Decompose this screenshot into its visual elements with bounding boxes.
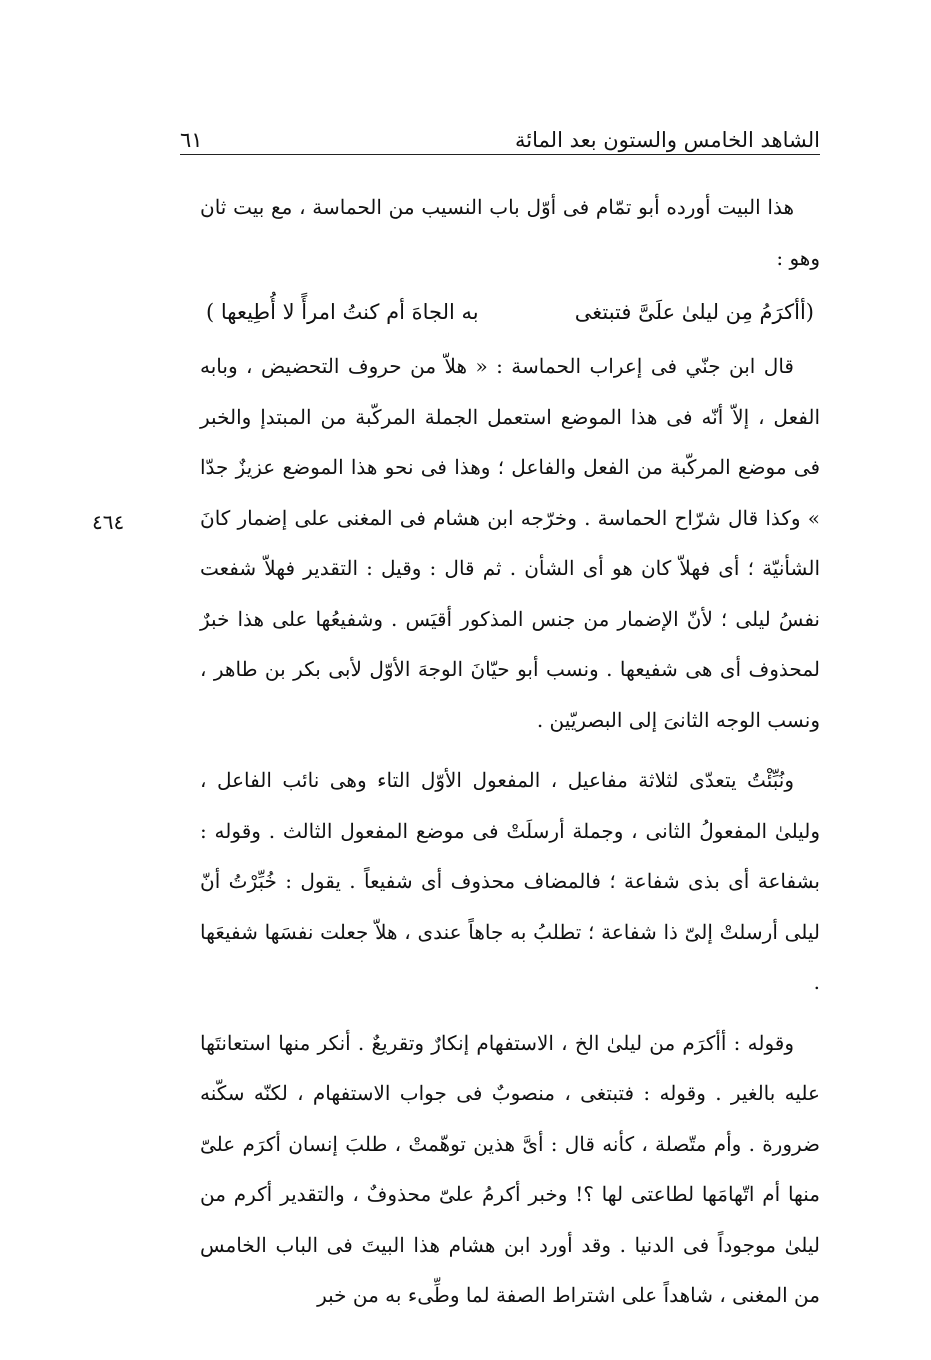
running-title: الشاهد الخامس والستون بعد المائة (515, 128, 820, 152)
page-header (180, 112, 820, 152)
header-rule (180, 154, 820, 155)
paragraph-ibn-jinni: قال ابن جنّي فى إعراب الحماسة : « هلاّ من حروف التحضيض ، وبابه الفعل ، إلاّ أنّه فى هذا الموضع استعمل الجملة المركّبة من المبتدإ والخبر فى موضع المركّبة من الفعل والفاعل ؛ وهذا فى نحو هذا الموضع عزيزٌ جدّا » وكذا قال شرّاح الحماسة . وخرّجه ابن هشام فى المغنى على إضمار كانَ الشأنيّة ؛ أى فهلاّ كان هو أى الشأن . ثم قال : وقيل : التقدير فهلاّ شفعت نفسُ ليلى ؛ لأنّ الإضمار من جنس المذكور أقيَس . وشفيعُها على هذا خبرٌ لمحذوف أى هى شفيعها . ونسب أبو حيّانَ الوجهَ الأوّل لأبى بكر بن طاهر ، ونسب الوجه الثانىَ إلى البصريّين . (200, 354, 820, 732)
body-text (200, 182, 820, 1321)
paragraph-akramu: وقوله : أأكرَم من ليلىٰ الخ ، الاستفهام إنكارٌ وتقريعٌ . أنكر منها استعانتَها عليه بالغير . وقوله : فتبتغى ، منصوبٌ فى جواب الاستفهام ، لكنّه سكّنه ضرورة . وأم متّصلة ، كأنه قال : أىَّ هذين توهّمتْ ، طلبَ إنسان أكرَم علىّ منها أم اتّهامَها لطاعتى لها ؟! وخبر أكرمُ علىّ محذوفٌ ، والتقدير أكرم من ليلىٰ موجوداً فى الدنيا . وقد أورد ابن هشام هذا البيتَ فى الباب الخامس من المغنى ، شاهداً على اشتراط الصفة لما وطِّىء به من خبر (200, 1030, 820, 1307)
verse-line (200, 283, 820, 341)
paragraph-nubbitu: ونُبِّئْتُ يتعدّى لثلاثة مفاعيل ، المفعول الأوّل التاء وهى نائب الفاعل ، وليلىٰ المفعولُ الثانى ، وجملة أرسلَتْ فى موضع المفعول الثالث . وقوله : بشفاعة أى بذى شفاعة ؛ فالمضاف محذوف أى شفيعاً . يقول : خُبِّرْتُ أنّ ليلى أرسلتْ إلىّ ذا شفاعة ؛ تطلبُ به جاهاً عندى ، هلاّ جعلت نفسَها شفيعَها . (200, 768, 820, 994)
margin-page-reference: ٤٦٤ (92, 510, 125, 534)
verse-hemistich-second: به الجاهَ أم كنتُ امرأً لا أُطِيعها ) (206, 300, 479, 324)
paragraph-intro: هذا البيت أورده أبو تمّام فى أوّل باب النسيب من الحماسة ، مع بيت ثان وهو : (200, 195, 820, 270)
page-number: ٦١ (180, 128, 203, 152)
verse-hemistich-first: (أأكرَمُ مِن ليلىٰ علَىَّ فتبتغى (574, 300, 814, 324)
